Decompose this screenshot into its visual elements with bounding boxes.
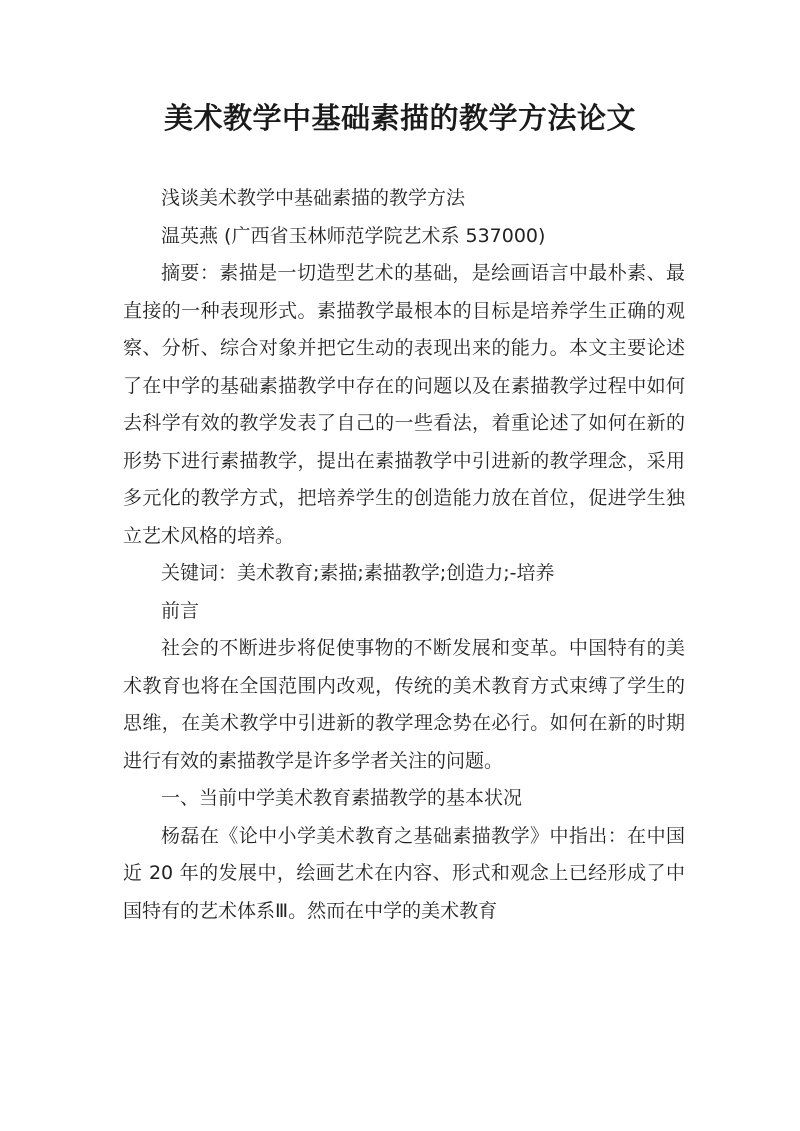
article-subtitle: 浅谈美术教学中基础素描的教学方法 — [161, 187, 466, 209]
preface-paragraph: 社会的不断进步将促使事物的不断发展和变革。中国特有的美术教育也将在全国范围内改观，传统的美术教育方式束缚了学生的思维，在美术教学中引进新的教学理念势在必行。如何在新的时期进行有效的素描教学是许多学者关注的问题。 — [123, 637, 685, 772]
document-title: 美术教学中基础素描的教学方法论文 — [163, 101, 636, 135]
section-heading: 一、当前中学美术教育素描教学的基本状况 — [161, 787, 523, 809]
author-line: 温英燕 (广西省玉林师范学院艺术系 537000) — [161, 224, 546, 247]
document-body — [123, 180, 685, 930]
body-paragraph: 杨磊在《论中小学美术教育之基础素描教学》中指出：在中国近 20 年的发展中，绘画艺术在内容、形式和观念上已经形成了中国特有的艺术体系Ⅲ。然而在中学的美术教育 — [123, 824, 685, 922]
preface-heading: 前言 — [161, 599, 200, 622]
keywords-line: 关键词：美术教育;素描;素描教学;创造力;-培养 — [161, 562, 555, 584]
abstract-paragraph: 摘要：素描是一切造型艺术的基础，是绘画语言中最朴素、最直接的一种表现形式。素描教学最根本的目标是培养学生正确的观察、分析、综合对象并把它生动的表现出来的能力。本文主要论述了在中学的基础素描教学中存在的问题以及在素描教学过程中如何去科学有效的教学发表了自己的一些看法，着重论述了如何在新的形势下进行素描教学，提出在素描教学中引进新的教学理念，采用多元化的教学方式，把培养学生的创造能力放在首位，促进学生独立艺术风格的培养。 — [123, 262, 685, 547]
